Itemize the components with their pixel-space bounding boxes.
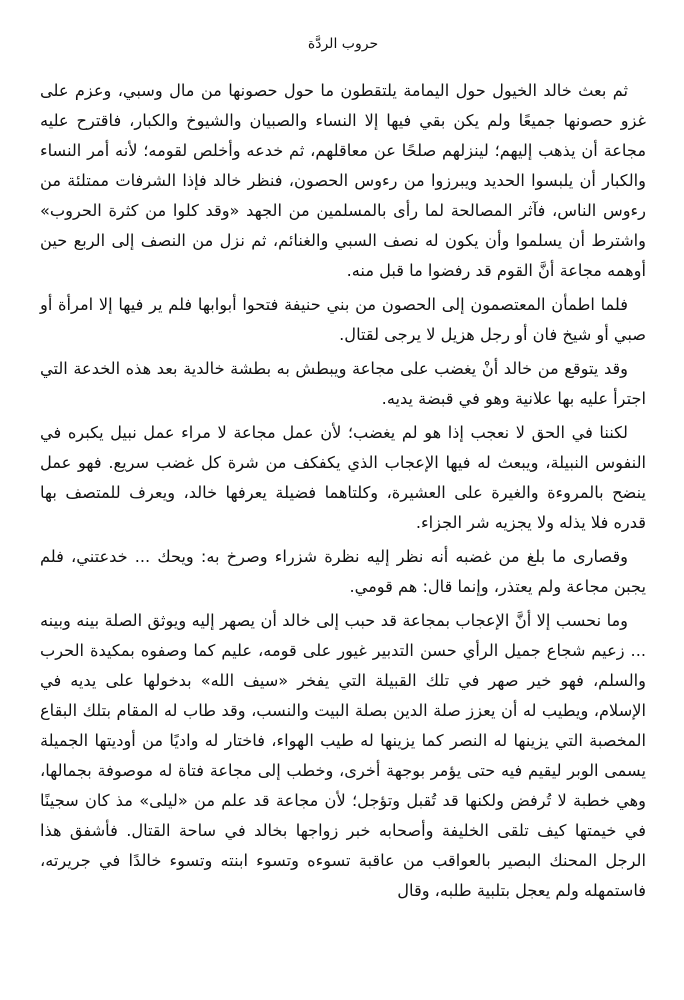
paragraph: وقد يتوقع من خالد أنْ يغضب على مجاعة ويبطش به بطشة خالدية بعد هذه الخدعة التي اجترأ عليه بها علانية وهو في قبضة يديه. [40,359,646,408]
paragraph: ثم بعث خالد الخيول حول اليمامة يلتقطون ما حول حصونها من مال وسبي، وعزم على غزو حصونها جميعًا ولم يكن بقي فيها إلا النساء والصبيان والشيوخ والكبار، فاقترح عليه مجاعة أن يذهب إليهم؛ لينزلهم صلحًا عن معاقلهم، ثم خدعه وأخلص لقومه؛ لأنه أمر النساء والكبار أن يلبسوا الحديد ويبرزوا من رءوس الحصون، فنظر خالد فإذا الشرفات ممتلئة من رءوس الناس، فآثر المصالحة لما رأى بالمسلمين من الجهد «وقد كلوا من كثرة الحروب» واشترط أن يسلموا وأن يكون له نصف السبي والغنائم، ثم نزل من النصف إلى الربع حين أوهمه مجاعة أنَّ القوم قد رفضوا ما قبل منه. [40,81,646,280]
body-text [40,76,646,906]
paragraph: وما نحسب إلا أنَّ الإعجاب بمجاعة قد حبب إلى خالد أن يصهر إليه ويوثق الصلة بينه وبينه ... زعيم شجاع جميل الرأي حسن التدبير غيور على قومه، عليم كما وصفوه بمكيدة الحرب والسلم، فهو خير صهر في تلك القبيلة التي يفخر «سيف الله» بدخولها على يديه في الإسلام، ويطيب له أن يعزز صلة الدين بصلة البيت والنسب، وقد طاب له المقام بتلك البقاع المخصبة التي يزينها له النصر كما يزينها له طيب الهواء، فاختار له واديًا من أوديتها الجميلة يسمى الوبر ليقيم فيه حتى يؤمر بوجهة أخرى، وخطب إلى مجاعة فتاة له موصوفة بجمالها، وهي خطبة لا تُرفض ولكنها قد تُقبل وتؤجل؛ لأن مجاعة قد علم من «ليلى» مذ كان سجينًا في خيمتها كيف تلقى الخليفة وأصحابه خبر زواجها بخالد في ساحة القتال. فأشفق هذا الرجل المحنك البصير بالعواقب من عاقبة تسوءه وتسوء ابنته وتسوء خالدًا في جريرته، فاستمهله ولم يعجل بتلبية طلبه، وقال [40,611,646,900]
running-header: حروب الردَّة [307,36,379,52]
paragraph: وقصارى ما بلغ من غضبه أنه نظر إليه نظرة شزراء وصرخ به: ويحك ... خدعتني، فلم يجبن مجاعة ولم يعتذر، وإنما قال: هم قومي. [40,547,646,596]
paragraph: لكننا في الحق لا نعجب إذا هو لم يغضب؛ لأن عمل مجاعة لا مراء عمل نبيل يكبره في النفوس النبيلة، ويبعث له فيها الإعجاب الذي يكفكف من شرة كل غضب سريع. فهو عمل ينضح بالمروءة والغيرة على العشيرة، وكلتاهما فضيلة يعرفها خالد، ويعرف للمتصف بها قدره فلا يذله ولا يجزيه شر الجزاء. [40,423,646,532]
paragraph: فلما اطمأن المعتصمون إلى الحصون من بني حنيفة فتحوا أبوابها فلم ير فيها إلا امرأة أو صبي أو شيخ فان أو رجل هزيل لا يرجى لقتال. [40,295,646,344]
